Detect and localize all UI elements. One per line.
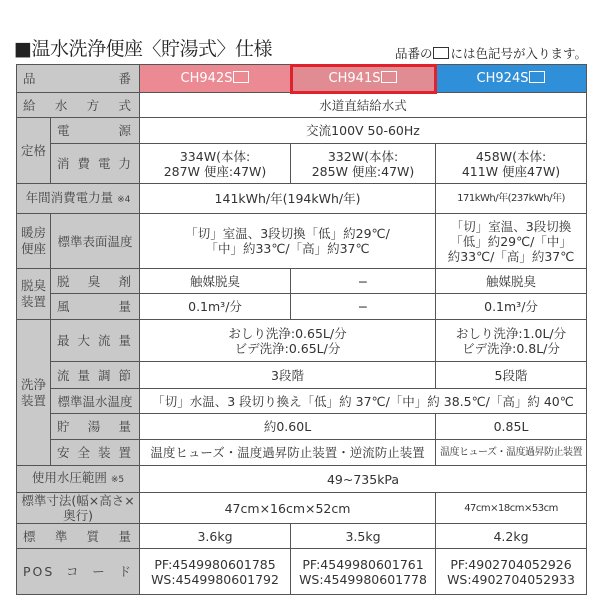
row-label <box>17 184 140 214</box>
cell: 水道直結給水式 <box>140 93 587 118</box>
line: 287W 便座:47W) <box>163 163 267 179</box>
line: 「低」約29℃/「中」 <box>450 233 572 249</box>
group-label <box>17 214 51 269</box>
color-code-note <box>395 44 587 62</box>
cell: 0.1m³/分 <box>140 294 291 320</box>
note-text: 品番の <box>394 46 433 61</box>
line: 285W 便座:47W) <box>311 163 415 179</box>
line: WS:4549980601778 <box>299 571 427 587</box>
cell: 交流100V 50-60Hz <box>140 118 587 144</box>
cell: 47cm×18cm×53cm <box>436 493 587 524</box>
model-name: CH941S <box>328 71 381 86</box>
line: ビデ洗浄:0.65L/分 <box>234 340 341 356</box>
group-label: 定格 <box>17 118 51 184</box>
cell: 5段階 <box>436 362 587 389</box>
cell: 触媒脱臭 <box>140 269 291 294</box>
line: おしり洗浄:0.65L/分 <box>228 325 347 341</box>
page-title: ■温水洗浄便座〈貯湯式〉仕様 <box>14 38 272 60</box>
cell: 温度ヒューズ・温度過昇防止装置 <box>436 440 587 466</box>
line: 装置 <box>20 294 46 309</box>
cell <box>140 144 291 184</box>
cell <box>140 320 436 362</box>
row-label: 流量調節 <box>51 362 140 389</box>
cell: 47cm×16cm×52cm <box>140 493 436 524</box>
cell <box>436 144 587 184</box>
cell: − <box>291 269 436 294</box>
cell: 49~735kPa <box>140 466 587 493</box>
cell: 0.1m³/分 <box>436 294 587 320</box>
model-header-3 <box>436 65 587 93</box>
row-label: 標準寸法(幅×高さ×奥行) <box>17 493 140 524</box>
line: 334W(本体: <box>179 148 251 164</box>
cell <box>291 549 436 595</box>
line: 約33℃/「高」約37℃ <box>447 248 575 264</box>
line: WS:4902704052933 <box>447 571 575 587</box>
group-label <box>17 320 51 466</box>
cell: 「切」水温、3 段切り換え「低」約 37℃/「中」約 38.5℃/「高」約 40℃ <box>140 389 587 414</box>
line: PF:4549980601785 <box>154 556 276 572</box>
model-name: CH942S <box>180 71 233 86</box>
label-text: 年間消費電力量 <box>25 189 114 205</box>
footnote-ref: ※5 <box>110 475 125 485</box>
row-label: 脱臭剤 <box>51 269 140 294</box>
color-box-icon <box>233 71 249 83</box>
cell: 触媒脱臭 <box>436 269 587 294</box>
cell <box>140 549 291 595</box>
cell <box>140 214 436 269</box>
row-label: 標準質量 <box>17 524 140 549</box>
color-box-icon <box>381 71 397 83</box>
cell <box>436 320 587 362</box>
row-label: 安全装置 <box>51 440 140 466</box>
line: 411W 便座47W) <box>461 163 561 179</box>
cell: 3.6kg <box>140 524 291 549</box>
row-label <box>17 466 140 493</box>
model-header-1 <box>140 65 291 93</box>
cell: 3.5kg <box>291 524 436 549</box>
note-text: には色記号が入ります。 <box>450 46 587 61</box>
row-label: 風量 <box>51 294 140 320</box>
line: 暖房 <box>20 225 46 240</box>
line: PF:4902704052926 <box>450 556 572 572</box>
row-label: 最大流量 <box>51 320 140 362</box>
cell: 171kWh/年(237kWh/年) <box>436 184 587 214</box>
cell <box>436 549 587 595</box>
cell: − <box>291 294 436 320</box>
row-label: 標準表面温度 <box>51 214 140 269</box>
cell: 3段階 <box>140 362 436 389</box>
row-label: POSコード <box>17 549 140 595</box>
cell: 約0.60L <box>140 414 436 440</box>
row-label: 消費電力 <box>51 144 140 184</box>
line: 「切」室温、3段切換「低」約29℃/ <box>185 226 390 241</box>
cell: 4.2kg <box>436 524 587 549</box>
row-label: 標準温水温度 <box>51 389 140 414</box>
line: 便座 <box>20 241 46 256</box>
line: 脱臭 <box>20 278 46 293</box>
group-label <box>17 269 51 320</box>
cell: 0.85L <box>436 414 587 440</box>
cell: 141kWh/年(194kWh/年) <box>140 184 436 214</box>
header-label: 品番 <box>17 65 140 93</box>
line: 458W(本体: <box>475 148 547 164</box>
cell: 温度ヒューズ・温度過昇防止装置・逆流防止装置 <box>140 440 436 466</box>
line: 「切」室温、3段切換 <box>450 218 572 234</box>
line: 「中」約33℃/「高」約37℃ <box>205 241 370 256</box>
footnote-ref: ※4 <box>117 194 131 205</box>
line: WS:4549980601792 <box>151 571 279 587</box>
row-label: 電源 <box>51 118 140 144</box>
line: 洗浄 <box>20 376 46 392</box>
cell <box>436 214 587 269</box>
row-label: 給水方式 <box>17 93 140 118</box>
model-header-2 <box>291 65 436 93</box>
line: おしり洗浄:1.0L/分 <box>455 325 567 341</box>
line: PF:4549980601761 <box>302 556 424 572</box>
model-name: CH924S <box>476 71 529 86</box>
spec-table <box>16 64 587 595</box>
color-box-icon <box>529 71 545 83</box>
row-label: 貯湯量 <box>51 414 140 440</box>
color-code-box-icon <box>433 47 449 59</box>
cell <box>291 144 436 184</box>
line: 装置 <box>20 392 46 408</box>
line: 332W(本体: <box>327 148 399 164</box>
label-text: 使用水圧範囲 <box>31 470 107 485</box>
line: ビデ洗浄:0.8L/分 <box>462 340 560 356</box>
